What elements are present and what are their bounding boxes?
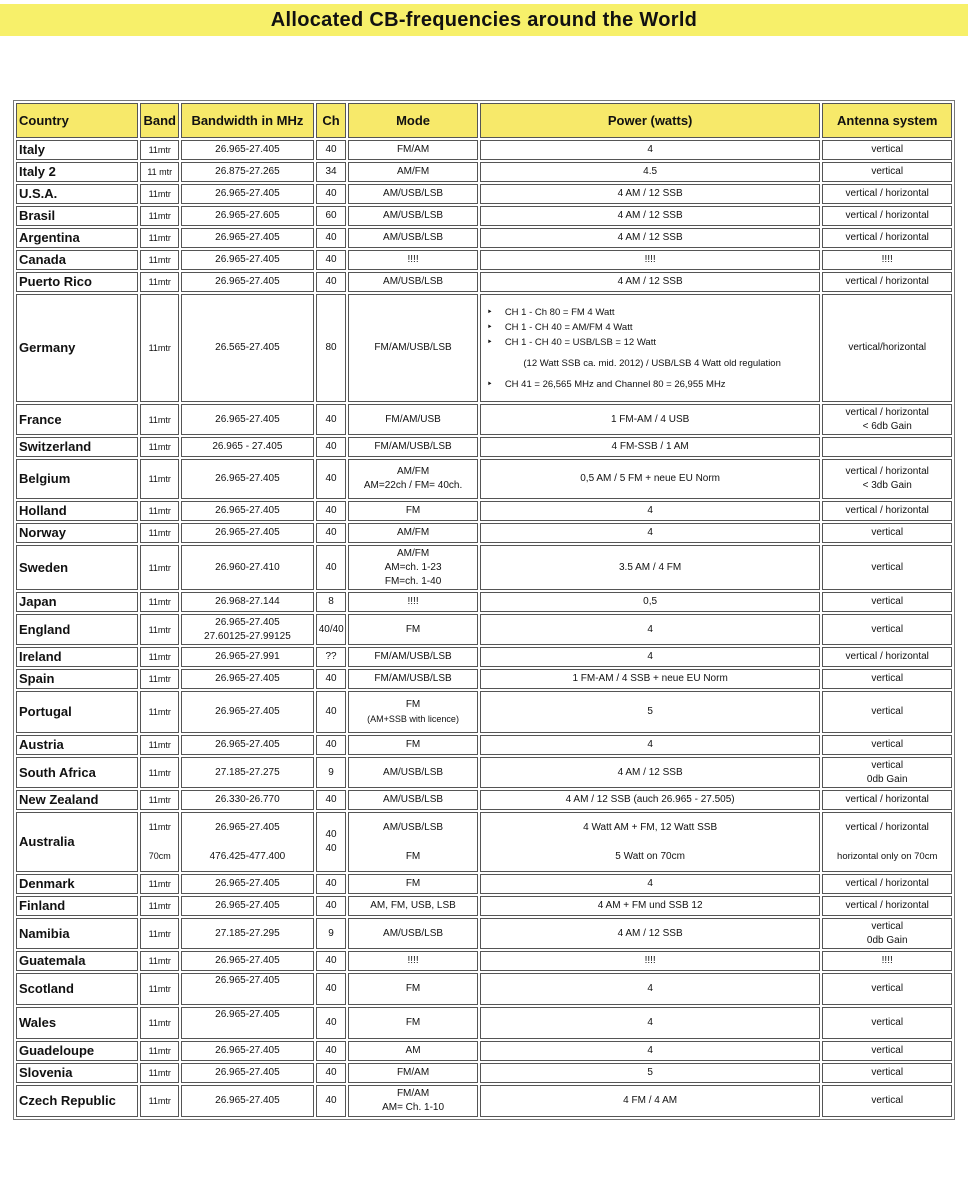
table-row (16, 1041, 952, 1061)
country-cell: Spain (16, 669, 138, 689)
mode-cell: !!!! (348, 250, 478, 270)
table-row (16, 790, 952, 810)
ch-cell: 40 (316, 896, 347, 916)
bandwidth-cell: 26.965-27.405 (181, 523, 314, 543)
mode-cell: FM (AM+SSB with licence) (348, 691, 478, 733)
mode-cell: FM (348, 501, 478, 521)
bullet-icon: ‣ (486, 336, 493, 348)
power-cell: 4 AM / 12 SSB (auch 26.965 - 27.505) (480, 790, 821, 810)
antenna-cell: vertical / horizontal (822, 206, 952, 226)
table-row (16, 294, 952, 402)
table-row (16, 545, 952, 590)
table-row (16, 501, 952, 521)
table-row (16, 951, 952, 971)
antenna-cell: vertical (822, 691, 952, 733)
mode-cell: FM (348, 614, 478, 645)
antenna-cell: vertical (822, 1063, 952, 1083)
power-note: (12 Watt SSB ca. mid. 2012) / USB/LSB 4 Watt old regulation (523, 357, 781, 369)
country-cell: Guadeloupe (16, 1041, 138, 1061)
table-row (16, 206, 952, 226)
antenna-cell: vertical/horizontal (822, 294, 952, 402)
ch-cell: 40 (316, 973, 347, 1005)
mode-cell: FM (348, 874, 478, 894)
table-row (16, 1007, 952, 1039)
header-country: Country (16, 103, 138, 138)
power-cell: 4 FM / 4 AM (480, 1085, 821, 1117)
power-cell: 4 AM / 12 SSB (480, 272, 821, 292)
ch-cell: 80 (316, 294, 347, 402)
header-row (16, 103, 952, 138)
ch-cell: 40 (316, 691, 347, 733)
mode-cell: FM/AM/USB/LSB (348, 437, 478, 457)
bandwidth-cell: 26.565-27.405 (181, 294, 314, 402)
power-cell (480, 294, 821, 402)
table-row (16, 614, 952, 645)
mode-cell: AM/USB/LSB (348, 918, 478, 949)
antenna-cell: vertical / horizontal (822, 501, 952, 521)
country-cell: England (16, 614, 138, 645)
header-antenna: Antenna system (822, 103, 952, 138)
ch-cell: 40 (316, 250, 347, 270)
antenna-cell: !!!! (822, 951, 952, 971)
ch-cell: 40 (316, 437, 347, 457)
table-row (16, 592, 952, 612)
antenna-cell: vertical (822, 1007, 952, 1039)
table-row (16, 1085, 952, 1117)
antenna-cell: vertical (822, 1041, 952, 1061)
ch-cell: 40 (316, 874, 347, 894)
ch-cell: 40 (316, 1063, 347, 1083)
band-cell: 11mtr (140, 790, 179, 810)
antenna-cell: vertical / horizontal (822, 896, 952, 916)
power-list-item: ‣ CH 1 - Ch 80 = FM 4 Watt (486, 306, 615, 318)
bandwidth-cell: 26.965-27.605 (181, 206, 314, 226)
bandwidth-cell: 26.965-27.405 (181, 691, 314, 733)
band-cell: 11mtr (140, 206, 179, 226)
antenna-cell: vertical 0db Gain (822, 757, 952, 788)
ch-cell: 8 (316, 592, 347, 612)
country-cell: New Zealand (16, 790, 138, 810)
frequency-table (13, 100, 955, 1120)
antenna-cell: vertical / horizontal horizontal only on 70cm (822, 812, 952, 872)
antenna-cell (822, 437, 952, 457)
table-body (16, 140, 952, 1117)
country-cell: Norway (16, 523, 138, 543)
antenna-cell: vertical / horizontal < 3db Gain (822, 459, 952, 499)
country-cell: Slovenia (16, 1063, 138, 1083)
mode-cell: AM/FM (348, 523, 478, 543)
antenna-cell: vertical (822, 735, 952, 755)
mode-cell: AM/FM (348, 162, 478, 182)
bandwidth-cell: 26.965 - 27.405 (181, 437, 314, 457)
bandwidth-cell: 26.965-27.405 (181, 951, 314, 971)
country-cell: Canada (16, 250, 138, 270)
ch-cell: 40 (316, 140, 347, 160)
band-cell: 11mtr (140, 140, 179, 160)
ch-cell: 40 (316, 735, 347, 755)
power-cell: !!!! (480, 250, 821, 270)
bandwidth-cell: 26.965-27.405 (181, 501, 314, 521)
mode-cell: AM/USB/LSB (348, 206, 478, 226)
country-cell: Finland (16, 896, 138, 916)
ch-cell: 40 (316, 501, 347, 521)
antenna-cell: vertical (822, 614, 952, 645)
table-row (16, 437, 952, 457)
page-title: Allocated CB-frequencies around the World (270, 8, 698, 31)
power-cell: 4 (480, 523, 821, 543)
bandwidth-cell: 26.965-27.405 (181, 896, 314, 916)
antenna-cell: vertical / horizontal (822, 184, 952, 204)
band-cell: 11mtr (140, 523, 179, 543)
country-cell: Holland (16, 501, 138, 521)
bandwidth-cell: 26.965-27.405 (181, 1007, 314, 1039)
power-cell: 4 AM / 12 SSB (480, 206, 821, 226)
bandwidth-cell: 26.965-27.405 (181, 184, 314, 204)
ch-cell: 34 (316, 162, 347, 182)
antenna-cell: vertical (822, 973, 952, 1005)
bullet-icon: ‣ (486, 306, 493, 318)
bandwidth-cell: 26.965-27.405 (181, 973, 314, 1005)
country-cell: Italy (16, 140, 138, 160)
mode-cell: FM/AM AM= Ch. 1-10 (348, 1085, 478, 1117)
antenna-cell: vertical (822, 669, 952, 689)
country-cell: Argentina (16, 228, 138, 248)
band-cell: 11 mtr (140, 162, 179, 182)
ch-cell: 60 (316, 206, 347, 226)
antenna-cell: vertical (822, 592, 952, 612)
power-cell: 5 (480, 1063, 821, 1083)
band-cell: 11mtr (140, 647, 179, 667)
bandwidth-cell: 26.960-27.410 (181, 545, 314, 590)
mode-cell: FM/AM/USB/LSB (348, 647, 478, 667)
band-cell: 11mtr (140, 250, 179, 270)
band-cell: 11mtr 70cm (140, 812, 179, 872)
bandwidth-cell: 26.965-27.405 (181, 404, 314, 435)
antenna-cell: vertical 0db Gain (822, 918, 952, 949)
mode-cell: FM (348, 735, 478, 755)
mode-cell: FM (348, 1007, 478, 1039)
band-cell: 11mtr (140, 459, 179, 499)
table-row (16, 228, 952, 248)
bandwidth-cell: 26.965-27.405 27.60125-27.99125 (181, 614, 314, 645)
country-cell: Wales (16, 1007, 138, 1039)
bandwidth-cell: 26.875-27.265 (181, 162, 314, 182)
country-cell: Namibia (16, 918, 138, 949)
antenna-cell: vertical / horizontal (822, 272, 952, 292)
mode-cell: FM/AM (348, 140, 478, 160)
bandwidth-cell: 26.965-27.405 (181, 228, 314, 248)
power-cell: 4 AM / 12 SSB (480, 184, 821, 204)
band-cell: 11mtr (140, 545, 179, 590)
band-cell: 11mtr (140, 294, 179, 402)
antenna-cell: vertical / horizontal (822, 790, 952, 810)
band-cell: 11mtr (140, 184, 179, 204)
ch-cell: 9 (316, 918, 347, 949)
power-cell: 4 (480, 501, 821, 521)
bandwidth-cell: 26.330-26.770 (181, 790, 314, 810)
country-cell: Czech Republic (16, 1085, 138, 1117)
bullet-icon: ‣ (486, 378, 493, 390)
bullet-icon: ‣ (486, 321, 493, 333)
ch-cell: 40 (316, 404, 347, 435)
power-cell: 0,5 (480, 592, 821, 612)
ch-cell: 40 (316, 790, 347, 810)
country-cell: France (16, 404, 138, 435)
header-band: Band (140, 103, 179, 138)
antenna-cell: vertical (822, 162, 952, 182)
power-list-item: ‣ CH 41 = 26,565 MHz and Channel 80 = 26,955 MHz (486, 378, 726, 390)
power-cell: 4 Watt AM + FM, 12 Watt SSB 5 Watt on 70cm (480, 812, 821, 872)
ch-cell: 40 (316, 228, 347, 248)
power-list-item: ‣ CH 1 - CH 40 = USB/LSB = 12 Watt (486, 336, 656, 348)
power-cell: !!!! (480, 951, 821, 971)
band-cell: 11mtr (140, 896, 179, 916)
antenna-cell: vertical (822, 545, 952, 590)
power-cell: 4 (480, 874, 821, 894)
table-row (16, 757, 952, 788)
country-cell: South Africa (16, 757, 138, 788)
ch-cell: 40 (316, 459, 347, 499)
table-row (16, 812, 952, 872)
ch-cell: 40/40 (316, 614, 347, 645)
country-cell: Guatemala (16, 951, 138, 971)
mode-cell: AM/FM AM=22ch / FM= 40ch. (348, 459, 478, 499)
band-cell: 11mtr (140, 735, 179, 755)
ch-cell: 9 (316, 757, 347, 788)
bandwidth-cell: 26.965-27.405 (181, 1063, 314, 1083)
table-row (16, 973, 952, 1005)
mode-cell: !!!! (348, 592, 478, 612)
country-cell: Puerto Rico (16, 272, 138, 292)
ch-cell: 40 (316, 1007, 347, 1039)
band-cell: 11mtr (140, 228, 179, 248)
country-cell: Germany (16, 294, 138, 402)
band-cell: 11mtr (140, 272, 179, 292)
ch-cell: 40 (316, 669, 347, 689)
band-cell: 11mtr (140, 874, 179, 894)
header-ch: Ch (316, 103, 347, 138)
band-cell: 11mtr (140, 757, 179, 788)
mode-cell: FM/AM/USB (348, 404, 478, 435)
power-cell: 1 FM-AM / 4 USB (480, 404, 821, 435)
country-cell: Sweden (16, 545, 138, 590)
table-row (16, 162, 952, 182)
band-cell: 11mtr (140, 614, 179, 645)
antenna-cell: vertical / horizontal (822, 647, 952, 667)
antenna-cell: vertical (822, 523, 952, 543)
title-bar (0, 4, 968, 36)
band-cell: 11mtr (140, 404, 179, 435)
country-cell: Austria (16, 735, 138, 755)
table-row (16, 184, 952, 204)
bandwidth-cell: 26.965-27.405 (181, 669, 314, 689)
power-cell: 4 (480, 973, 821, 1005)
mode-cell: FM/AM (348, 1063, 478, 1083)
bandwidth-cell: 26.965-27.991 (181, 647, 314, 667)
mode-cell: AM (348, 1041, 478, 1061)
ch-cell: 40 (316, 1041, 347, 1061)
table-row (16, 272, 952, 292)
ch-cell: 40 (316, 523, 347, 543)
band-cell: 11mtr (140, 592, 179, 612)
band-cell: 11mtr (140, 951, 179, 971)
bandwidth-cell: 27.185-27.275 (181, 757, 314, 788)
antenna-cell: !!!! (822, 250, 952, 270)
power-cell: 3.5 AM / 4 FM (480, 545, 821, 590)
table-row (16, 1063, 952, 1083)
bandwidth-cell: 26.968-27.144 (181, 592, 314, 612)
frequency-table-container (13, 100, 955, 1120)
power-cell: 0,5 AM / 5 FM + neue EU Norm (480, 459, 821, 499)
bandwidth-cell: 26.965-27.405 (181, 1041, 314, 1061)
power-cell: 4 (480, 614, 821, 645)
mode-cell: AM/USB/LSB (348, 790, 478, 810)
ch-cell: 40 40 (316, 812, 347, 872)
power-cell: 4 FM-SSB / 1 AM (480, 437, 821, 457)
country-cell: Japan (16, 592, 138, 612)
ch-cell: 40 (316, 184, 347, 204)
power-cell: 4 (480, 1007, 821, 1039)
mode-cell: !!!! (348, 951, 478, 971)
mode-cell: AM/USB/LSB (348, 228, 478, 248)
antenna-cell: vertical (822, 1085, 952, 1117)
table-row (16, 404, 952, 435)
band-cell: 11mtr (140, 973, 179, 1005)
header-mode: Mode (348, 103, 478, 138)
table-row (16, 874, 952, 894)
bandwidth-cell: 26.965-27.405 (181, 874, 314, 894)
country-cell: Italy 2 (16, 162, 138, 182)
bandwidth-cell: 26.965-27.405 (181, 735, 314, 755)
ch-cell: 40 (316, 1085, 347, 1117)
band-cell: 11mtr (140, 1007, 179, 1039)
table-row (16, 523, 952, 543)
band-cell: 11mtr (140, 501, 179, 521)
table-row (16, 918, 952, 949)
bandwidth-cell: 26.965-27.405 (181, 459, 314, 499)
ch-cell: ?? (316, 647, 347, 667)
band-cell: 11mtr (140, 1041, 179, 1061)
country-cell: Belgium (16, 459, 138, 499)
antenna-cell: vertical / horizontal (822, 874, 952, 894)
mode-cell: AM/FM AM=ch. 1-23 FM=ch. 1-40 (348, 545, 478, 590)
power-cell: 4 (480, 1041, 821, 1061)
power-cell: 4 (480, 647, 821, 667)
power-cell: 4 AM / 12 SSB (480, 918, 821, 949)
ch-cell: 40 (316, 545, 347, 590)
country-cell: U.S.A. (16, 184, 138, 204)
band-cell: 11mtr (140, 669, 179, 689)
ch-cell: 40 (316, 951, 347, 971)
country-cell: Switzerland (16, 437, 138, 457)
power-cell: 4.5 (480, 162, 821, 182)
country-cell: Portugal (16, 691, 138, 733)
bandwidth-cell: 26.965-27.405 476.425-477.400 (181, 812, 314, 872)
table-row (16, 691, 952, 733)
band-cell: 11mtr (140, 1063, 179, 1083)
table-row (16, 250, 952, 270)
table-row (16, 459, 952, 499)
mode-cell: AM, FM, USB, LSB (348, 896, 478, 916)
table-row (16, 647, 952, 667)
country-cell: Denmark (16, 874, 138, 894)
bandwidth-cell: 26.965-27.405 (181, 250, 314, 270)
table-row (16, 669, 952, 689)
bandwidth-cell: 26.965-27.405 (181, 272, 314, 292)
power-cell: 4 AM + FM und SSB 12 (480, 896, 821, 916)
power-cell: 5 (480, 691, 821, 733)
band-cell: 11mtr (140, 1085, 179, 1117)
mode-cell: AM/USB/LSB (348, 272, 478, 292)
table-row (16, 896, 952, 916)
header-power: Power (watts) (480, 103, 821, 138)
mode-cell: FM/AM/USB/LSB (348, 294, 478, 402)
bandwidth-cell: 27.185-27.295 (181, 918, 314, 949)
table-row (16, 140, 952, 160)
bandwidth-cell: 26.965-27.405 (181, 140, 314, 160)
band-cell: 11mtr (140, 918, 179, 949)
mode-cell: FM/AM/USB/LSB (348, 669, 478, 689)
power-cell: 4 (480, 140, 821, 160)
power-cell: 4 AM / 12 SSB (480, 228, 821, 248)
bandwidth-cell: 26.965-27.405 (181, 1085, 314, 1117)
band-cell: 11mtr (140, 437, 179, 457)
mode-cell: AM/USB/LSB (348, 184, 478, 204)
country-cell: Scotland (16, 973, 138, 1005)
country-cell: Brasil (16, 206, 138, 226)
power-list-item: ‣ CH 1 - CH 40 = AM/FM 4 Watt (486, 321, 633, 333)
band-cell: 11mtr (140, 691, 179, 733)
table-row (16, 735, 952, 755)
mode-cell: AM/USB/LSB (348, 757, 478, 788)
antenna-cell: vertical / horizontal (822, 228, 952, 248)
power-cell: 4 (480, 735, 821, 755)
antenna-cell: vertical / horizontal < 6db Gain (822, 404, 952, 435)
power-cell: 4 AM / 12 SSB (480, 757, 821, 788)
country-cell: Ireland (16, 647, 138, 667)
mode-cell: FM (348, 973, 478, 1005)
mode-cell: AM/USB/LSB FM (348, 812, 478, 872)
country-cell: Australia (16, 812, 138, 872)
power-cell: 1 FM-AM / 4 SSB + neue EU Norm (480, 669, 821, 689)
antenna-cell: vertical (822, 140, 952, 160)
ch-cell: 40 (316, 272, 347, 292)
header-bandwidth: Bandwidth in MHz (181, 103, 314, 138)
